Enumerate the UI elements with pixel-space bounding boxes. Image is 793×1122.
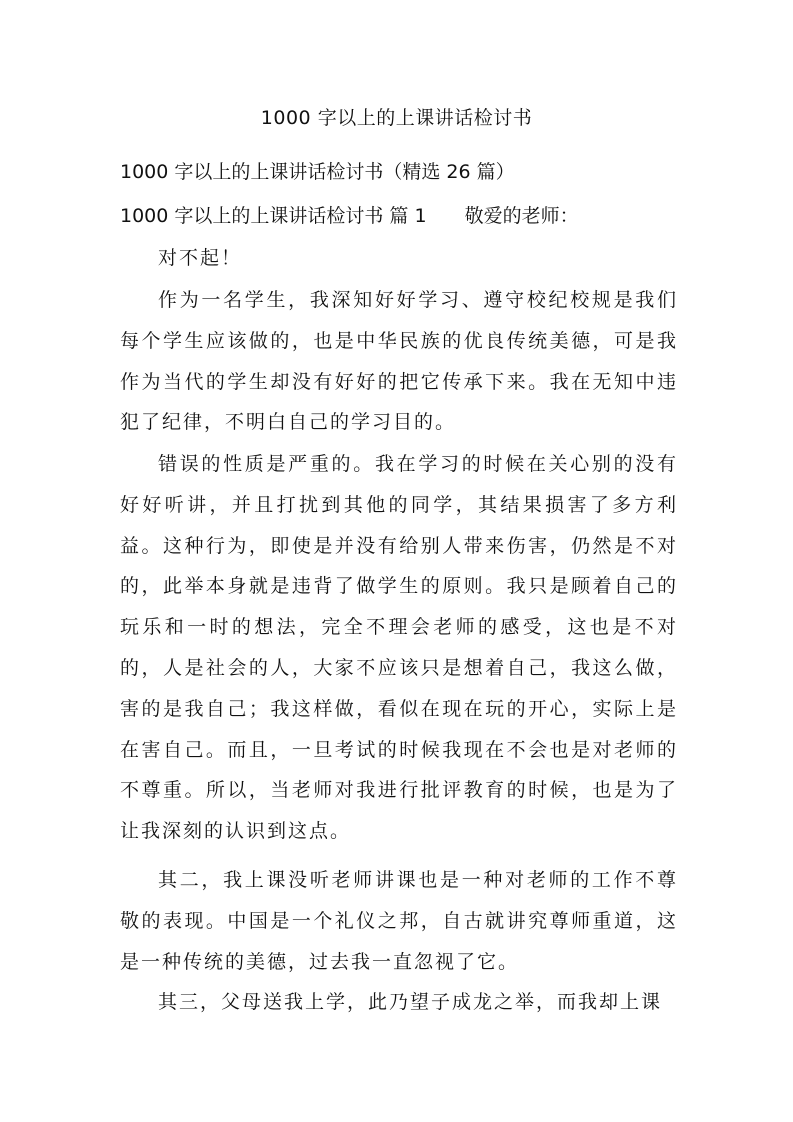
article-heading: 1000 字以上的上课讲话检讨书 篇 1	[120, 205, 427, 227]
document-subtitle: 1000 字以上的上课讲话检讨书（精选 26 篇）	[120, 161, 515, 183]
paragraph-2: 错误的性质是严重的。我在学习的时候在关心别的没有好好听讲，并且打扰到其他的同学，其结果损害了多方利益。这种行为，即使是并没有给别人带来伤害，仍然是不对的，此举本身就是违背了做学生的原则。我只是顾着自己的玩乐和一时的想法，完全不理会老师的感受，这也是不对的，人是社会的人，大家不应该只是想着自己，我这么做，害的是我自己；我这样做，看似在现在玩的开心，实际上是在害自己。而且，一旦考试的时候我现在不会也是对老师的不尊重。所以，当老师对我进行批评教育的时候，也是为了让我深刻的认识到这点。	[120, 453, 678, 843]
salutation: 敬爱的老师：	[464, 205, 579, 227]
paragraph-4: 其三，父母送我上学，此乃望子成龙之举，而我却上课	[158, 991, 663, 1013]
paragraph-apology: 对不起！	[158, 247, 243, 269]
paragraph-1: 作为一名学生，我深知好好学习、遵守校纪校规是我们每个学生应该做的，也是中华民族的优良传统美德，可是我作为当代的学生却没有好好的把它传承下来。我在无知中违犯了纪律，不明白自己的学习目的。	[120, 289, 678, 434]
paragraph-3: 其二，我上课没听老师讲课也是一种对老师的工作不尊敬的表现。中国是一个礼仪之邦，自古就讲究尊师重道，这是一种传统的美德，过去我一直忽视了它。	[120, 869, 678, 973]
article-heading-line	[120, 202, 579, 230]
document-title: 1000 字以上的上课讲话检讨书	[260, 107, 533, 129]
